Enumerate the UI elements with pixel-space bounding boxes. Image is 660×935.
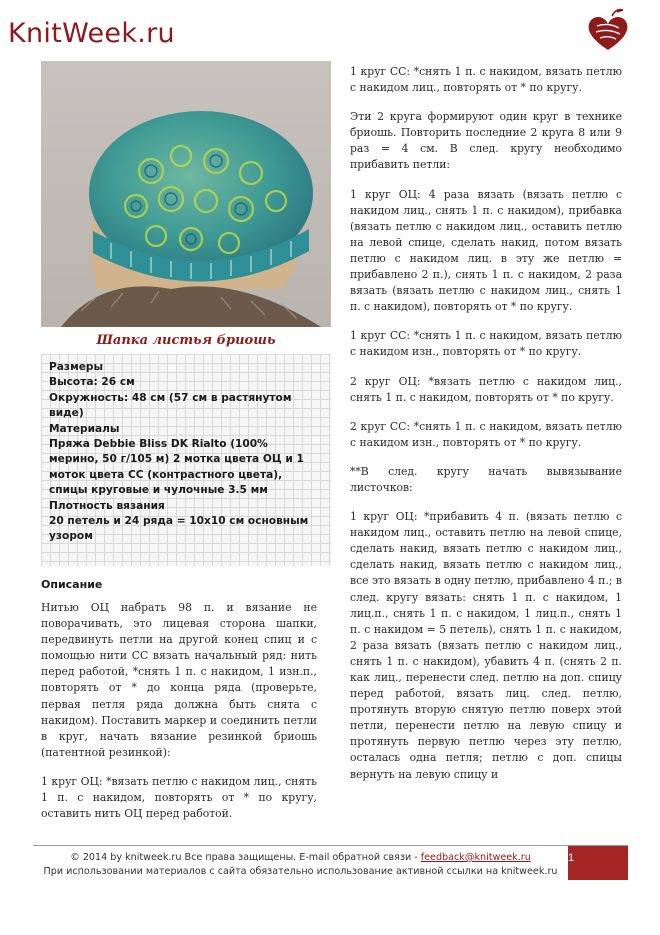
paragraph: 2 круг ОЦ: *вязать петлю с накидом лиц., снять 1 п. с накидом, повторять от * по кругу. [350, 374, 622, 404]
paragraph: 1 круг СС: *снять 1 п. с накидом, вязать петлю с накидом лиц., повторять от * по кругу. [350, 65, 622, 95]
paragraph: 1 круг ОЦ: 4 раза вязать (вязать петлю с накидом лиц., снять 1 п. с накидом), прибавка (вязать петлю с накидом лиц., оставить петлю на левой спице, сделать накид, потом вязать петлю с накидом лиц. в эту же петлю = прибавлено 2 п.), снять 1 п. с накидом, 2 раза вязать (вязать петлю с накидом лиц., снять 1 п. с накидом), повторять от * по кругу. [350, 187, 622, 314]
paragraph: **В след. кругу начать вывязывание листочков: [350, 464, 622, 494]
photo-caption: Шапка листья бриошь [96, 333, 276, 348]
paragraph: 1 круг ОЦ: *прибавить 4 п. (вязать петлю с накидом лиц., оставить петлю на левой спице, сделать накид, вязать петлю с накидом лиц., сделать накид, вязать петлю с накидом лиц., все это вязать в одну петлю, прибавлено 4 п.; в след. кругу вязать: снять 1 п. с накидом, 1 лиц.п., снять 1 п. с накидом, 1 лиц.п., снять 1 п. с накидом = 5 петель), снять 1 п. с накидом, 2 раза вязать (вязать петлю с накидом лиц., снять 1 п. с накидом), убавить 4 п. (снять 2 п. как лиц., перенести след. петлю на доп. спицу перед работой, вязать лиц. след. петлю, протянуть вторую снятую петлю поверх этой петли, перенести петлю на левую спицу и протянуть первую петлю через эту петлю, осталась одна петля; петлю с доп. спицы вернуть на левую спицу и [350, 510, 622, 781]
spec-line: Пряжа Debbie Bliss DK Rialto (100% мерино, 50 г/105 м) 2 мотка цвета ОЦ и 1 моток цвета СС (контрастного цвета), спицы круговые и чулочные 3.5 мм [49, 438, 304, 497]
yarn-heart-icon [583, 6, 633, 56]
paragraph: 1 круг СС: *снять 1 п. с накидом, вязать петлю с накидом изн., повторять от * по кругу. [350, 329, 622, 359]
copyright-text: © 2014 by knitweek.ru Все права защищены. E-mail обратной связи - [70, 852, 421, 863]
spec-line: 20 петель и 24 ряда = 10x10 см основным узором [49, 515, 309, 543]
footer-copyright [33, 851, 568, 865]
paragraph: 2 круг СС: *снять 1 п. с накидом, вязать петлю с накидом изн., повторять от * по кругу. [350, 419, 622, 449]
hat-photo [41, 61, 331, 327]
spec-line: Размеры [49, 361, 104, 373]
specs-block [49, 360, 319, 545]
spec-line: Высота: 26 см [49, 376, 135, 389]
spec-line: Материалы [49, 422, 120, 435]
page-number-box [568, 846, 628, 880]
feedback-email-link[interactable]: feedback@knitweek.ru [420, 852, 531, 863]
paragraph: 1 круг ОЦ: *вязать петлю с накидом лиц., снять 1 п. с накидом, повторять от * по кругу, оставить нить ОЦ перед работой. [41, 774, 317, 821]
footer-divider [33, 845, 628, 846]
footer-notice: При использовании материалов с сайта обязательно использование активной ссылки на knitweek.ru [43, 866, 558, 877]
paragraph: Эти 2 круга формируют один круг в технике бриошь. Повторить последние 2 круга 8 или 9 раз = 4 см. В след. кругу необходимо прибавить петли: [350, 110, 622, 172]
description-title: Описание [41, 578, 103, 591]
paragraph: Нитью ОЦ набрать 98 п. и вязание не поворачивать, это лицевая сторона шапки, передвинуть петли на другой конец спиц и с помощью нити СС вязать начальный ряд: нить перед работой, *снять 1 п. с накидом, 1 изн.п., повторять от * до конца ряда (проверьте, первая петля ряда должна быть снята с накидом). Поставить маркер и соединить петли в круг, начать вязание резинкой бриошь (патентной резинкой): [41, 601, 317, 759]
site-logo[interactable]: KnitWeek.ru [8, 18, 175, 49]
spec-line: Окружность: 48 см (57 см в растянутом виде) [49, 391, 292, 420]
spec-line: Плотность вязания [49, 499, 165, 512]
footer [33, 851, 568, 879]
left-column-text [41, 600, 317, 835]
right-column-text [350, 64, 622, 796]
page-number: 1 [568, 852, 575, 864]
